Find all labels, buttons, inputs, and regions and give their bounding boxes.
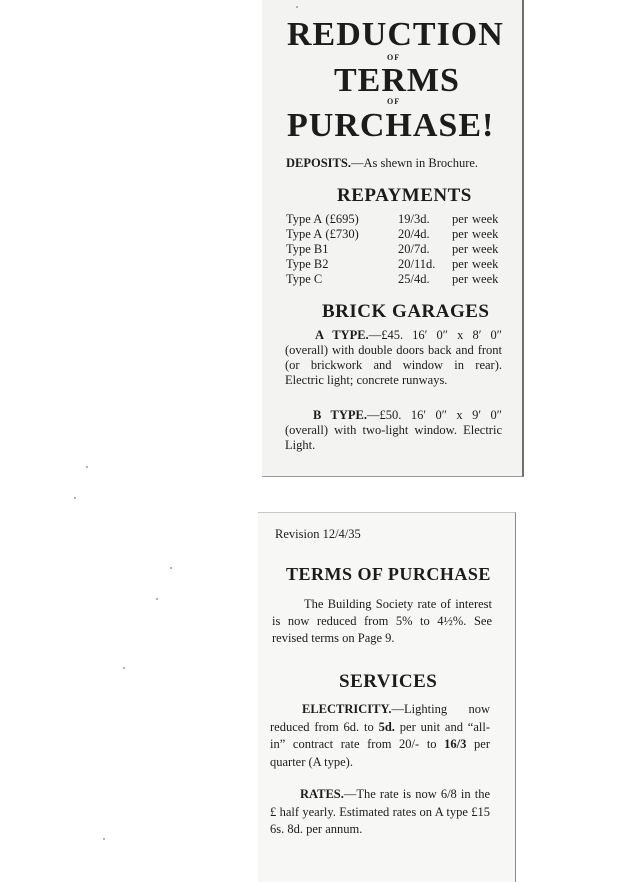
repayments-heading: REPAYMENTS [337,185,472,206]
electricity-quarter-rate: 16/3 [444,737,467,751]
repayment-period: week [472,272,499,286]
repayment-type: Type A [286,227,323,241]
title-terms: TERMS [334,62,460,99]
a-type-label: A TYPE. [315,328,369,342]
repayment-row [286,227,498,242]
repayment-amount: 20/11d. [398,257,436,271]
revision-note: Revision 12/4/35 [275,527,361,541]
repayment-amount: 20/4d. [398,227,430,241]
terms-of-purchase-heading: TERMS OF PURCHASE [286,564,491,584]
scan-speck [103,838,105,840]
repayment-per: per [452,227,468,241]
repayment-per: per [452,272,468,286]
repayment-price: (£730) [325,227,359,241]
rates-paragraph [270,786,490,839]
repayment-type: Type C [286,272,323,286]
repayment-row [286,257,498,272]
repayment-type: Type A [286,212,323,226]
repayment-amount: 19/3d. [398,212,430,226]
rates-label: RATES. [300,787,344,801]
repayment-type: Type B2 [286,257,329,271]
terms-paragraph: The Building Society rate of interest is now reduced from 5% to 4½%. See revised terms on Page 9. [272,597,492,645]
repayment-per: per [452,212,468,226]
b-type-paragraph [285,408,502,453]
scan-speck [156,598,158,600]
b-type-text: —£50. 16′ 0″ x 9′ 0″ (overall) with two-light window. Electric Light. [285,408,503,452]
repayments-table [286,212,498,287]
electricity-text: per unit and “all-in” contract rate from 20/- to [270,719,490,751]
scan-speck [296,6,298,8]
repayment-amount: 20/7d. [398,242,430,256]
repayment-type: Type B1 [286,242,329,256]
repayment-period: week [472,257,499,271]
scan-speck [86,466,88,468]
repayment-per: per [452,242,468,256]
electricity-rate: 5d. [378,719,395,734]
deposits-line [286,156,478,171]
repayment-row [286,272,498,287]
title-reduction: REDUCTION [287,16,504,53]
scan-speck [170,567,172,569]
title-of-1: OF [387,53,401,62]
repayment-price: (£695) [325,212,359,226]
repayment-period: week [472,212,499,226]
repayment-row [286,242,498,257]
electricity-text: per quarter (A type). [270,737,490,769]
b-type-label: B TYPE. [313,408,368,422]
deposits-label: DEPOSITS. [286,156,351,170]
electricity-label: ELECTRICITY. [302,702,392,716]
a-type-paragraph [285,328,502,388]
repayment-row [286,212,498,227]
title-of-2: OF [387,97,401,106]
a-type-text: —£45. 16′ 0″ x 8′ 0″ (overall) with double doors back and front (or brickwork and window in rear). Electric light; concrete runways. [285,328,502,387]
scan-speck [123,667,125,669]
electricity-text: —Lighting now reduced from 6d. to [270,702,490,734]
electricity-paragraph [270,701,490,771]
brick-garages-heading: BRICK GARAGES [322,301,490,322]
repayment-per: per [452,257,468,271]
repayment-period: week [472,242,499,256]
repayment-amount: 25/4d. [398,272,430,286]
rates-text: —The rate is now 6/8 in the £ half yearly. Estimated rates on A type £15 6s. 8d. per annum. [270,787,490,836]
repayment-period: week [472,227,499,241]
title-purchase: PURCHASE! [287,107,495,144]
deposits-text: —As shewn in Brochure. [350,156,479,170]
scan-speck [74,497,76,499]
services-heading: SERVICES [339,671,438,692]
